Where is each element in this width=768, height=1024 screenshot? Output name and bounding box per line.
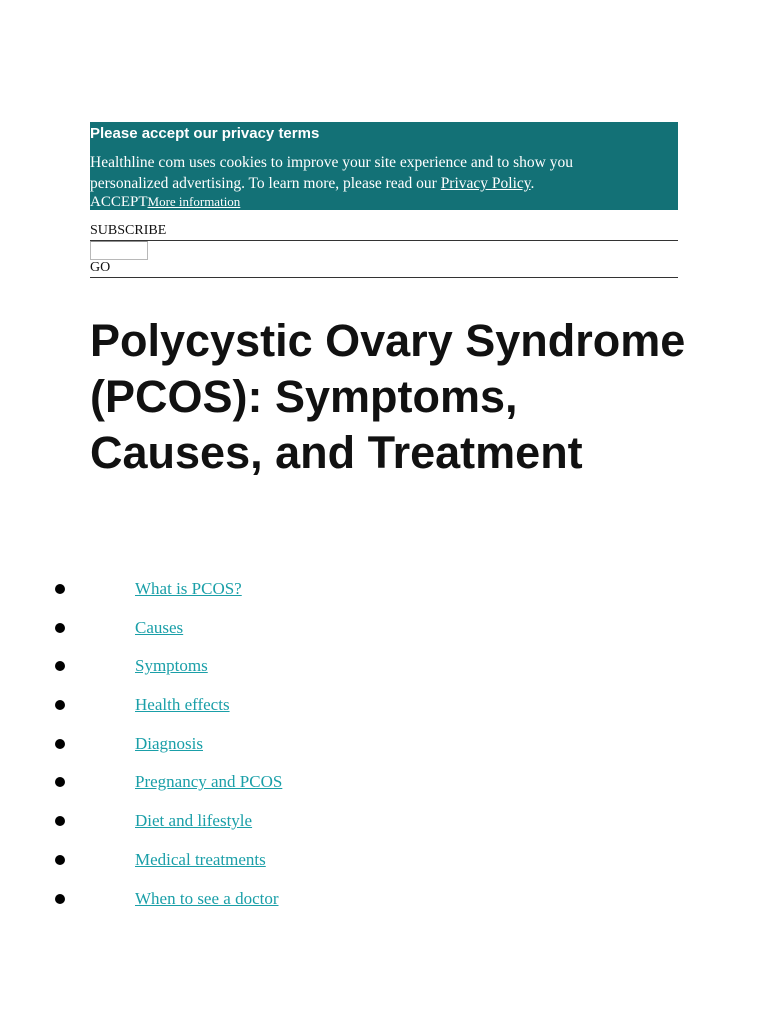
- bullet-icon: [55, 739, 65, 749]
- bullet-icon: [55, 700, 65, 710]
- toc-link[interactable]: When to see a doctor: [135, 888, 279, 908]
- bullet-icon: [55, 661, 65, 671]
- bullet-icon: [55, 623, 65, 633]
- privacy-banner-text-end: .: [530, 175, 535, 192]
- toc-link[interactable]: Pregnancy and PCOS: [135, 772, 283, 792]
- privacy-banner-text-main: Healthline com uses cookies to improve your site experience and to show you personalized advertising. To learn more, please read our: [90, 154, 573, 192]
- privacy-banner-actions: [90, 193, 678, 211]
- list-item: [0, 804, 768, 843]
- list-item: [0, 765, 768, 804]
- toc-link[interactable]: Causes: [135, 617, 184, 637]
- toc-link[interactable]: Diet and lifestyle: [135, 811, 253, 831]
- privacy-banner: [90, 122, 678, 210]
- bullet-icon: [55, 816, 65, 826]
- list-item: [0, 649, 768, 688]
- subscribe-email-input[interactable]: [90, 241, 148, 260]
- list-item: [0, 843, 768, 882]
- page-title: Polycystic Ovary Syndrome (PCOS): Symptoms, Causes, and Treatment: [90, 315, 686, 478]
- more-information-link[interactable]: More information: [147, 194, 241, 209]
- list-item: [0, 572, 768, 611]
- subscribe-label: SUBSCRIBE: [90, 223, 678, 241]
- table-of-contents: [0, 572, 768, 920]
- list-item: [0, 611, 768, 650]
- privacy-banner-text: [90, 152, 650, 194]
- accept-button[interactable]: ACCEPT: [90, 194, 148, 210]
- toc-link[interactable]: Diagnosis: [135, 733, 203, 753]
- bullet-icon: [55, 894, 65, 904]
- bullet-icon: [55, 777, 65, 787]
- toc-link[interactable]: Medical treatments: [135, 849, 266, 869]
- toc-link[interactable]: What is PCOS?: [135, 579, 242, 598]
- go-button[interactable]: GO: [90, 260, 678, 278]
- bullet-icon: [55, 855, 65, 865]
- list-item: [0, 882, 768, 921]
- list-item: [0, 688, 768, 727]
- privacy-banner-title: Please accept our privacy terms: [90, 125, 320, 142]
- list-item: [0, 727, 768, 766]
- subscribe-form: [90, 223, 678, 278]
- toc-link[interactable]: Symptoms: [135, 656, 208, 676]
- toc-link[interactable]: Health effects: [135, 695, 230, 715]
- bullet-icon: [55, 584, 65, 594]
- privacy-policy-link[interactable]: Privacy Policy: [440, 175, 531, 192]
